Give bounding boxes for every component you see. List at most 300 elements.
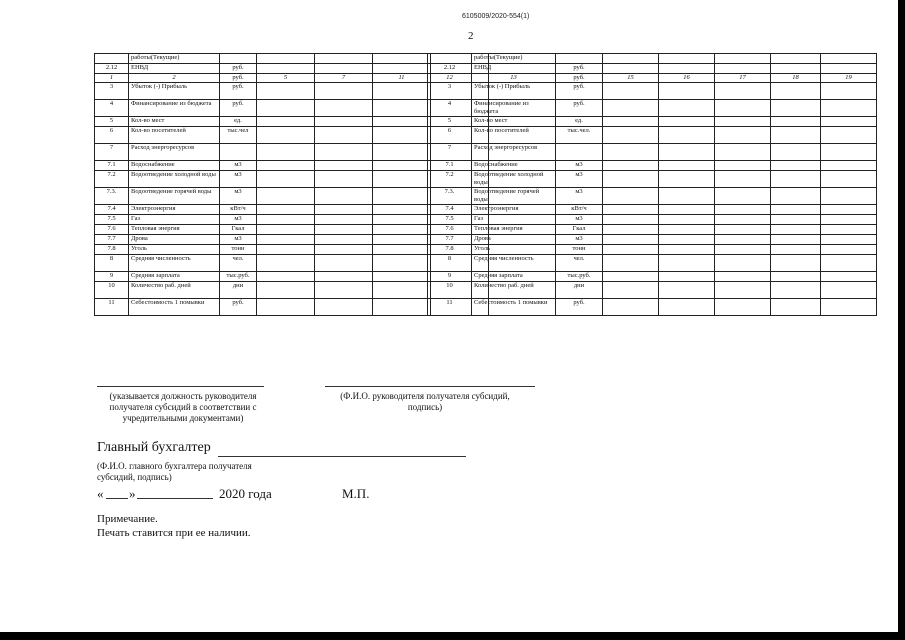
right-table-value-cell: [659, 83, 715, 100]
right-table-row-label: Электроэнергия: [472, 205, 556, 215]
right-table-value-cell: [715, 100, 771, 117]
date-close-quote: »: [129, 486, 136, 501]
left-table-row-number: 7.4: [95, 205, 129, 215]
right-table-value-cell: [821, 117, 877, 127]
right-table-row-number: 7.3.: [428, 188, 472, 205]
left-table-value-cell: [257, 235, 315, 245]
left-table-value-cell: [257, 171, 315, 188]
right-table-row-number: [428, 54, 472, 64]
left-table-value-cell: [257, 299, 315, 316]
right-table-value-cell: [659, 225, 715, 235]
left-table-row-unit: руб.: [220, 64, 257, 74]
right-table-value-cell: [821, 161, 877, 171]
right-table-row-number: 6: [428, 127, 472, 144]
left-table-value-cell: [315, 255, 373, 272]
left-table-row-label: Финансирование из бюджета: [129, 100, 220, 117]
right-table-row-number: 10: [428, 282, 472, 299]
left-table-row-unit: м3: [220, 235, 257, 245]
left-table-value-cell: [315, 272, 373, 282]
right-table-value-cell: [715, 215, 771, 225]
left-table-value-cell: [257, 215, 315, 225]
left-table-row-unit: м3: [220, 215, 257, 225]
left-table-value-cell: [315, 161, 373, 171]
date-open-quote: «: [97, 486, 104, 501]
right-table-row-number: 7.2: [428, 171, 472, 188]
left-table-row-label: Водоотведение холодной воды: [129, 171, 220, 188]
left-table-value-cell: [257, 282, 315, 299]
left-table-value-cell: [373, 225, 431, 235]
document-id: 6105009/2020-554(1): [462, 13, 530, 20]
right-table-row-number: 7.5: [428, 215, 472, 225]
left-table-value-cell: [373, 235, 431, 245]
left-table-row-label: Электроэнергия: [129, 205, 220, 215]
right-table-row-number: 11: [428, 299, 472, 316]
left-table-value-cell: [315, 245, 373, 255]
right-table-value-cell: [659, 272, 715, 282]
left-table-value-cell: [257, 225, 315, 235]
right-table-value-cell: [771, 225, 821, 235]
right-table-value-cell: [821, 54, 877, 64]
right-table-value-cell: [603, 171, 659, 188]
left-table-row-unit: дни: [220, 282, 257, 299]
right-table-row-unit: руб.: [556, 299, 603, 316]
right-table-row-number: 8: [428, 255, 472, 272]
right-table-row-label: Финансирование из бюджета: [472, 100, 556, 117]
right-table-row: [428, 117, 877, 127]
left-table-value-cell: [315, 299, 373, 316]
left-table-value-cell: [315, 282, 373, 299]
right-table-row-unit: тыс.чел.: [556, 127, 603, 144]
left-table-value-cell: [257, 205, 315, 215]
left-table-value-cell: [315, 54, 373, 64]
right-table-row-unit: тонн: [556, 245, 603, 255]
right-table-value-cell: [821, 235, 877, 245]
right-table-row: [428, 161, 877, 171]
right-table-value-cell: [771, 100, 821, 117]
left-table-value-cell: [257, 54, 315, 64]
right-table-row-label: Водоотведение холодной воды: [472, 171, 556, 188]
right-table-row: [428, 74, 877, 83]
right-table-row-number: 9: [428, 272, 472, 282]
right-table-row-unit: руб.: [556, 83, 603, 100]
right-table-value-cell: [603, 188, 659, 205]
right-table-value-cell: [659, 54, 715, 64]
right-table-row: [428, 205, 877, 215]
right-table-value-cell: [715, 272, 771, 282]
left-table-value-cell: [315, 215, 373, 225]
left-table-value-cell: [315, 64, 373, 74]
right-table-row-number: 7.8: [428, 245, 472, 255]
right-table-row-label: Уголь: [472, 245, 556, 255]
right-table-value-cell: [715, 54, 771, 64]
right-table-value-cell: [821, 144, 877, 161]
right-table-row: [428, 282, 877, 299]
right-table-row: [428, 299, 877, 316]
right-table-row: [428, 100, 877, 117]
date-day-line: [106, 498, 128, 499]
left-table-row-unit: тыс.руб.: [220, 272, 257, 282]
right-table-value-cell: [659, 235, 715, 245]
right-table-row: [428, 64, 877, 74]
left-table-value-cell: [257, 144, 315, 161]
left-table-row-label: Тепловая энергия: [129, 225, 220, 235]
right-table-value-cell: [659, 205, 715, 215]
left-table-row-unit: [220, 54, 257, 64]
right-table-row-unit: тыс.руб.: [556, 272, 603, 282]
right-table-row-number: 7.6: [428, 225, 472, 235]
chief-accountant-line: [218, 456, 466, 457]
left-table-value-cell: [315, 235, 373, 245]
left-table-row-unit: ед.: [220, 117, 257, 127]
right-table-value-cell: [771, 171, 821, 188]
left-table-value-cell: [315, 144, 373, 161]
left-table-value-cell: [373, 161, 431, 171]
right-table-row-label: Дрова: [472, 235, 556, 245]
left-table-row-label: Газ: [129, 215, 220, 225]
right-table-row: [428, 83, 877, 100]
right-table-row-label: Газ: [472, 215, 556, 225]
left-table-value-cell: [373, 100, 431, 117]
right-table-row-number: 7.7: [428, 235, 472, 245]
right-table-row-label: Расход энергоресурсов: [472, 144, 556, 161]
right-table-value-cell: [603, 225, 659, 235]
right-table-row-unit: чел.: [556, 255, 603, 272]
left-table-value-cell: [373, 64, 431, 74]
right-table-value-cell: 15: [603, 74, 659, 83]
right-table-row-number: 7.4: [428, 205, 472, 215]
left-table-value-cell: [315, 83, 373, 100]
right-table: [427, 53, 877, 316]
left-table-value-cell: [257, 161, 315, 171]
right-table-value-cell: [771, 117, 821, 127]
right-table-value-cell: [659, 299, 715, 316]
right-table-value-cell: [821, 255, 877, 272]
right-table-row-label: Кол-во мест: [472, 117, 556, 127]
right-table-value-cell: [659, 282, 715, 299]
left-table-value-cell: 11: [373, 74, 431, 83]
left-table-row-number: 7.3.: [95, 188, 129, 205]
right-table-row-label: Водоснабжение: [472, 161, 556, 171]
right-table-row-unit: м3: [556, 235, 603, 245]
right-table-value-cell: [771, 235, 821, 245]
right-table-value-cell: [659, 127, 715, 144]
left-table-row-number: 9: [95, 272, 129, 282]
left-table-row-number: 6: [95, 127, 129, 144]
right-table-value-cell: [715, 205, 771, 215]
right-table-row-number: 4: [428, 100, 472, 117]
right-table-value-cell: 18: [771, 74, 821, 83]
left-table-value-cell: [257, 83, 315, 100]
right-table-row-label: Количество раб. дней: [472, 282, 556, 299]
left-table-value-cell: [257, 188, 315, 205]
left-table-value-cell: [373, 205, 431, 215]
right-table-value-cell: [715, 255, 771, 272]
right-table-row-label: Кол-во посетителей: [472, 127, 556, 144]
left-table-value-cell: [373, 117, 431, 127]
right-table-row: [428, 171, 877, 188]
left-table-row-number: 7.2: [95, 171, 129, 188]
right-table-value-cell: [771, 83, 821, 100]
right-table-row-number: 5: [428, 117, 472, 127]
right-table-row-unit: кВт/ч: [556, 205, 603, 215]
left-table-row-unit: кВт/ч: [220, 205, 257, 215]
right-table-row-unit: Гкал: [556, 225, 603, 235]
note-title: Примечание.: [97, 513, 158, 525]
right-table-value-cell: [771, 127, 821, 144]
left-table-row-label: Кол-во посетителей: [129, 127, 220, 144]
left-table-row-number: 7: [95, 144, 129, 161]
right-table-row-label: 13: [472, 74, 556, 83]
left-table-value-cell: [257, 64, 315, 74]
right-table-value-cell: 16: [659, 74, 715, 83]
left-table-value-cell: [373, 144, 431, 161]
right-table-value-cell: [821, 245, 877, 255]
right-table-row-label: Убыток (-) Прибыль: [472, 83, 556, 100]
left-table-row-label: Водоснабжение: [129, 161, 220, 171]
left-table-row-number: 7.7: [95, 235, 129, 245]
left-table-value-cell: [373, 83, 431, 100]
right-table-value-cell: [715, 188, 771, 205]
right-table-value-cell: [715, 282, 771, 299]
right-table-row-label: Водоотведение горячей воды: [472, 188, 556, 205]
left-table-value-cell: [373, 188, 431, 205]
right-table-value-cell: [659, 117, 715, 127]
left-table-row-unit: руб.: [220, 100, 257, 117]
left-table-value-cell: [315, 100, 373, 117]
left-table-row-number: 2.12: [95, 64, 129, 74]
left-table-value-cell: [373, 255, 431, 272]
position-signature-line: [97, 386, 264, 387]
left-table-row-label: Дрова: [129, 235, 220, 245]
right-table-value-cell: [821, 83, 877, 100]
right-table-row-number: 7: [428, 144, 472, 161]
left-table-value-cell: [315, 205, 373, 215]
left-table-value-cell: [373, 272, 431, 282]
right-table-row-unit: руб.: [556, 74, 603, 83]
left-table-row-label: Водоотведение горячей воды: [129, 188, 220, 205]
right-table-value-cell: [821, 282, 877, 299]
right-table-value-cell: [821, 205, 877, 215]
left-table-value-cell: [257, 272, 315, 282]
left-table-row-label: Средняя зарплата: [129, 272, 220, 282]
left-table-row-number: 8: [95, 255, 129, 272]
right-table-value-cell: [771, 144, 821, 161]
left-table-value-cell: [257, 255, 315, 272]
right-table-value-cell: 19: [821, 74, 877, 83]
left-table-row-unit: м3: [220, 188, 257, 205]
left-table-row-label: Себестоимость 1 помывки: [129, 299, 220, 316]
left-table-row-number: 10: [95, 282, 129, 299]
left-table-row-unit: [220, 144, 257, 161]
right-table-row-unit: ед.: [556, 117, 603, 127]
left-table-row-number: 5: [95, 117, 129, 127]
left-table-row-unit: тыс.чел: [220, 127, 257, 144]
left-table-row-number: 11: [95, 299, 129, 316]
right-table-value-cell: [659, 171, 715, 188]
right-table-value-cell: [603, 64, 659, 74]
right-table-row-unit: м3: [556, 171, 603, 188]
left-table-row-label: работы(Текущие): [129, 54, 220, 64]
right-table-row-label: ЕНВД: [472, 64, 556, 74]
right-table-value-cell: [771, 54, 821, 64]
right-table-row: [428, 272, 877, 282]
left-table-row-label: Уголь: [129, 245, 220, 255]
right-table-row-number: 3: [428, 83, 472, 100]
right-table-row-unit: руб.: [556, 100, 603, 117]
right-table-value-cell: [715, 225, 771, 235]
right-table-value-cell: [821, 299, 877, 316]
right-table-value-cell: [715, 245, 771, 255]
right-table-value-cell: [821, 225, 877, 235]
right-table-value-cell: [603, 299, 659, 316]
left-table-value-cell: 5: [257, 74, 315, 83]
right-table-value-cell: [821, 215, 877, 225]
right-table-row-label: Средняя численность: [472, 255, 556, 272]
left-table-row-number: 7.6: [95, 225, 129, 235]
right-table-value-cell: [821, 127, 877, 144]
position-caption: (указывается должность руководителя получателя субсидий в соответствии с учредительными документами): [109, 391, 257, 423]
right-table-row-unit: [556, 54, 603, 64]
right-table-value-cell: 17: [715, 74, 771, 83]
right-table-row: [428, 225, 877, 235]
left-table-value-cell: 7: [315, 74, 373, 83]
right-table-value-cell: [603, 245, 659, 255]
date-year: 2020 года: [219, 486, 272, 501]
right-table-row: [428, 215, 877, 225]
right-table-value-cell: [715, 127, 771, 144]
left-table-value-cell: [373, 54, 431, 64]
right-table-row-label: работы(Текущие): [472, 54, 556, 64]
left-table-row-label: Средняя численность: [129, 255, 220, 272]
left-table-row-label: Убыток (-) Прибыль: [129, 83, 220, 100]
left-table-row-number: 7.1: [95, 161, 129, 171]
right-table-value-cell: [659, 144, 715, 161]
left-table-row-label: Расход энергоресурсов: [129, 144, 220, 161]
right-table-value-cell: [603, 272, 659, 282]
right-table-row-label: Тепловая энергия: [472, 225, 556, 235]
left-table-value-cell: [315, 171, 373, 188]
right-table-value-cell: [659, 215, 715, 225]
right-table-row: [428, 144, 877, 161]
left-table-row-number: 7.5: [95, 215, 129, 225]
right-table-value-cell: [659, 255, 715, 272]
right-table-value-cell: [603, 54, 659, 64]
right-table-value-cell: [771, 188, 821, 205]
right-table-row: [428, 188, 877, 205]
left-table-value-cell: [315, 188, 373, 205]
left-table-value-cell: [257, 117, 315, 127]
right-table-value-cell: [603, 161, 659, 171]
right-table-row-unit: м3: [556, 161, 603, 171]
left-table-row-number: [95, 54, 129, 64]
right-table-row-label: Себестоимость 1 помывки: [472, 299, 556, 316]
left-table-row-unit: руб.: [220, 83, 257, 100]
left-table-value-cell: [373, 299, 431, 316]
right-table-row: [428, 255, 877, 272]
right-table-value-cell: [603, 117, 659, 127]
right-table-row-number: 2.12: [428, 64, 472, 74]
right-table-value-cell: [771, 205, 821, 215]
name-caption: (Ф.И.О. руководителя получателя субсидий, подпись): [340, 391, 510, 412]
right-table-row: [428, 245, 877, 255]
right-table-value-cell: [603, 282, 659, 299]
right-table-value-cell: [603, 83, 659, 100]
date-month-line: [137, 498, 213, 499]
left-table-value-cell: [373, 215, 431, 225]
left-table-row-unit: Гкал: [220, 225, 257, 235]
right-table-value-cell: [715, 161, 771, 171]
right-table-value-cell: [771, 161, 821, 171]
right-table-value-cell: [771, 64, 821, 74]
right-table-value-cell: [659, 100, 715, 117]
right-table-value-cell: [715, 171, 771, 188]
left-table-value-cell: [257, 127, 315, 144]
right-table-value-cell: [715, 144, 771, 161]
right-table-value-cell: [821, 188, 877, 205]
right-table-value-cell: [603, 127, 659, 144]
right-table-row-unit: [556, 144, 603, 161]
left-table-value-cell: [315, 127, 373, 144]
right-table-value-cell: [821, 171, 877, 188]
right-table-row-label: Средняя зарплата: [472, 272, 556, 282]
right-table-value-cell: [771, 299, 821, 316]
left-table-row-unit: тонн: [220, 245, 257, 255]
right-table-value-cell: [603, 205, 659, 215]
left-table-row-unit: м3: [220, 171, 257, 188]
right-table-value-cell: [715, 117, 771, 127]
right-table-row-unit: м3: [556, 215, 603, 225]
left-table-value-cell: [257, 245, 315, 255]
name-signature-line: [325, 386, 535, 387]
chief-accountant-caption: (Ф.И.О. главного бухгалтера получателя субсидий, подпись): [97, 461, 252, 482]
right-table-value-cell: [603, 215, 659, 225]
right-table-value-cell: [821, 64, 877, 74]
right-table-value-cell: [821, 100, 877, 117]
left-table-row-label: 2: [129, 74, 220, 83]
right-table-value-cell: [771, 215, 821, 225]
right-table-row-number: 7.1: [428, 161, 472, 171]
left-table-row-label: ЕНВД: [129, 64, 220, 74]
right-table-value-cell: [771, 282, 821, 299]
right-table-value-cell: [603, 100, 659, 117]
left-table-value-cell: [373, 127, 431, 144]
right-table-value-cell: [771, 245, 821, 255]
left-table-row-unit: м3: [220, 161, 257, 171]
right-table-value-cell: [715, 83, 771, 100]
left-table-value-cell: [315, 225, 373, 235]
right-table-row: [428, 54, 877, 64]
right-table-row-number: 12: [428, 74, 472, 83]
left-table-row-unit: руб.: [220, 74, 257, 83]
right-table-value-cell: [659, 161, 715, 171]
left-table-value-cell: [315, 117, 373, 127]
right-table-value-cell: [715, 235, 771, 245]
right-table-value-cell: [659, 64, 715, 74]
right-table-row: [428, 235, 877, 245]
left-table-row-unit: руб.: [220, 299, 257, 316]
right-table-row-unit: руб.: [556, 64, 603, 74]
left-table-row-number: 4: [95, 100, 129, 117]
right-table-value-cell: [603, 235, 659, 245]
stamp-place: М.П.: [342, 486, 370, 501]
left-table-row-number: 1: [95, 74, 129, 83]
right-table-value-cell: [715, 299, 771, 316]
left-table-value-cell: [373, 282, 431, 299]
right-table-value-cell: [603, 255, 659, 272]
right-table-value-cell: [771, 272, 821, 282]
left-table-row-label: Количество раб. дней: [129, 282, 220, 299]
chief-accountant-label: Главный бухгалтер: [97, 440, 211, 455]
